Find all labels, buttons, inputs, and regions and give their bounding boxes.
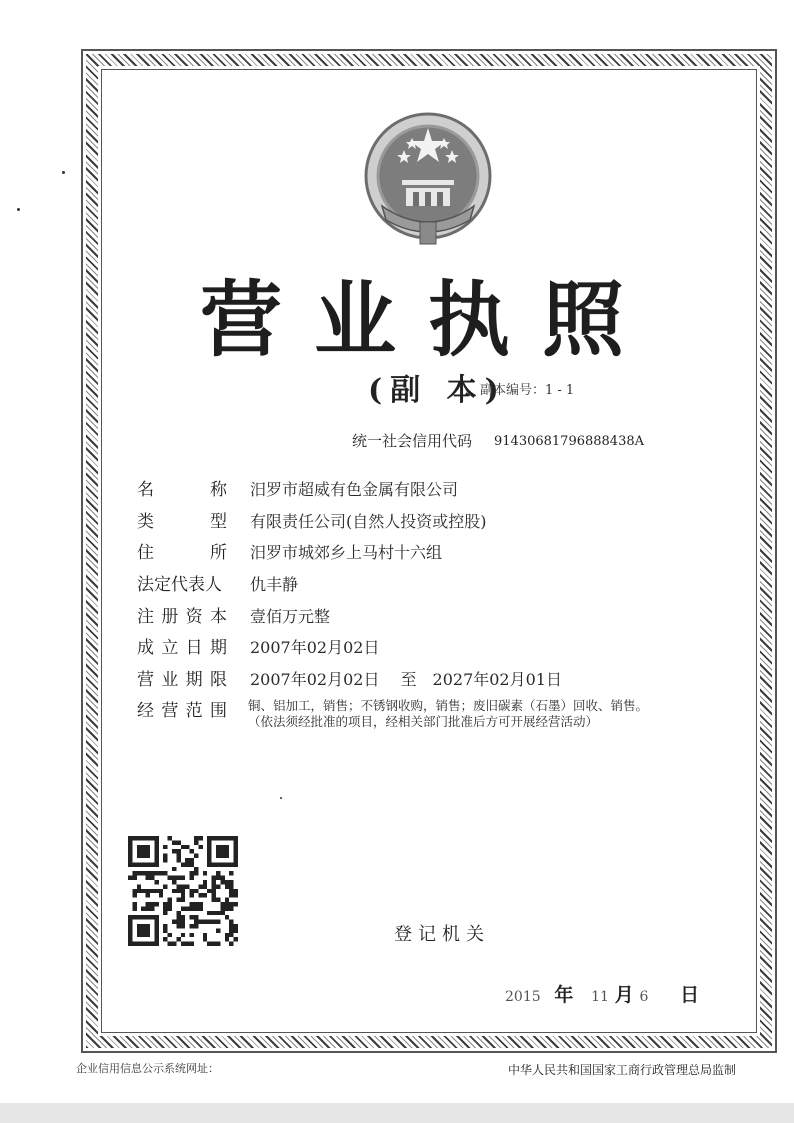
copy-number: 副本编号：1 - 1 (480, 383, 575, 398)
field-label-established: 成 立 日 期 (137, 638, 227, 658)
legal-representative: 仇丰静 (250, 575, 299, 594)
scan-speck (17, 208, 20, 211)
page-title: 营业执照 (200, 273, 657, 368)
field-label-type: 类 型 (137, 512, 227, 532)
qr-code (128, 836, 238, 946)
registration-date: 2015 年 11 月 6 日 (505, 984, 700, 1006)
company-name: 汨罗市超威有色金属有限公司 (250, 480, 459, 499)
field-label-name: 名 称 (137, 480, 227, 500)
field-label-capital: 注 册 资 本 (137, 607, 227, 627)
footer-issuer: 中华人民共和国国家工商行政管理总局监制 (508, 1063, 737, 1077)
business-scope: 铜、铝加工，销售；不锈钢收购，销售；废旧碳素（石墨）回收、销售。（依法须经批准的项目，经相关部门批准后方可开展经营活动） (248, 698, 649, 729)
field-label-scope: 经 营 范 围 (137, 701, 227, 721)
footer-website-label: 企业信用信息公示系统网址： (76, 1062, 219, 1075)
national-emblem-icon (358, 110, 498, 250)
scan-speck (280, 797, 282, 799)
scan-speck (62, 171, 65, 174)
registration-authority: 登记机关 (394, 924, 490, 945)
established-date: 2007年02月02日 (250, 638, 380, 657)
company-address: 汨罗市城郊乡上马村十六组 (250, 543, 443, 562)
field-label-legal-rep: 法定代表人 (137, 575, 222, 595)
business-term: 2007年02月02日 至 2027年02月01日 (250, 670, 562, 689)
field-label-term: 营 业 期 限 (137, 670, 227, 690)
credit-code-label: 统一社会信用代码 (352, 432, 473, 450)
page-bottom-strip (0, 1103, 794, 1123)
registered-capital: 壹佰万元整 (250, 607, 331, 626)
copy-subtitle: (副 本) (368, 373, 507, 408)
field-label-address: 住 所 (137, 543, 227, 563)
company-type: 有限责任公司(自然人投资或控股) (250, 512, 487, 531)
credit-code-value: 91430681796888438A (494, 434, 644, 449)
